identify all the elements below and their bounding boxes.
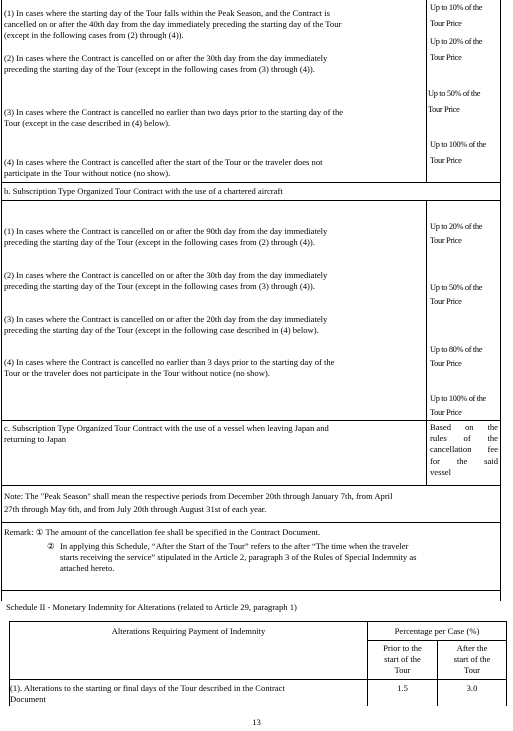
table-a-row-1-text: (1) In cases where the starting day of the Tour falls within the Peak Season, and the Contract is cancelled on or after the 40th day from the day immediately preceding the starting day of the Tour (except in the following cases from (2) through (4)). (4, 8, 342, 41)
header-percentage: Percentage per Case (%) (394, 626, 480, 636)
circled-one-icon: ① (35, 527, 44, 537)
section-c-text: c. Subscription Type Organized Tour Contract with the use of a vessel when leaving Japan and returning to Japan (4, 423, 329, 445)
table-b-row-4-pct: Up to 100% of the Tour Price (430, 394, 486, 417)
column-divider-b (426, 200, 427, 485)
table-left-border (1, 0, 2, 601)
table-right-border (506, 621, 507, 706)
table-a-row-4-pct: Up to 100% of the Tour Price (430, 140, 486, 165)
header-after-start: After the start of the Tour (453, 643, 491, 676)
alteration-row-1-after: 3.0 (466, 683, 478, 693)
column-divider-a (426, 0, 427, 182)
table-a-row-3-text: (3) In cases where the Contract is cancelled no earlier than two days prior to the starting day of the Tour (except in the case described in (4) below). (4, 107, 344, 129)
table-right-border (500, 0, 501, 601)
table-b-row-4-text: (4) In cases where the Contract is cancelled no earlier than 3 days prior to the starting day of the Tour or the traveler does not participate in the Tour without notice (no show). (4, 357, 335, 379)
row-divider (9, 679, 507, 680)
table-b-row-3-text: (3) In cases where the Contract is cancelled on or after the 20th day from the day immediately preceding the starting day of the Tour (except in the following case described in (4) below). (4, 314, 328, 336)
table-b-row-1-pct: Up to 20% of the Tour Price (430, 222, 483, 245)
table-b-row-2-text: (2) In cases where the Contract is cancelled on or after the 30th day from the day immediately preceding the starting day of the Tour (except in the following cases from (3) through (4)). (4, 270, 328, 292)
remark-item-2-marker: ② (47, 541, 55, 551)
table-a-row-1-pct: Up to 10% of the Tour Price (430, 3, 483, 28)
table-b-row-2-pct: Up to 50% of the Tour Price (430, 283, 483, 306)
table-a-row-3-pct: Up to 50% of the Tour Price (428, 89, 481, 114)
header-alterations: Alterations Requiring Payment of Indemnity (111, 626, 266, 636)
row-divider (1, 522, 501, 523)
row-divider (1, 420, 501, 421)
table-a-row-2-pct: Up to 20% of the Tour Price (430, 37, 483, 62)
table-a-row-4-text: (4) In cases where the Contract is cancelled after the start of the Tour or the traveler does not participate in the Tour without notice (no show). (4, 157, 323, 179)
table-top-border (9, 621, 507, 622)
row-divider (1, 182, 501, 183)
table-a-row-2-text: (2) In cases where the Contract is cancelled on or after the 30th day from the day immediately preceding the starting day of the Tour (except in the following cases from (3) through (4)). (4, 53, 328, 75)
remark-item-1: Remark: ① The amount of the cancellation fee shall be specified in the Contract Document. (4, 527, 321, 537)
row-divider (1, 590, 501, 591)
row-divider (1, 485, 501, 486)
alteration-row-1-prior: 1.5 (397, 683, 408, 693)
table-b-row-1-text: (1) In cases where the Contract is cancelled on or after the 90th day from the day immediately preceding the starting day of the Tour (except in the following cases from (2) through (4)). (4, 226, 328, 248)
alteration-row-1: (1). Alterations to the starting or final days of the Tour described in the Contract Document (10, 683, 285, 705)
remark-item-2: In applying this Schedule, “After the Start of the Tour” refers to the after “The time when the traveler starts receiving the service” stipulated in the Article 2, paragraph 3 of the Rules of Special Indemnity as attached hereto. (60, 541, 417, 574)
section-c-rule: Based on the rules of the cancellation fee for the said vessel (430, 422, 498, 477)
table-b-row-3-pct: Up to 80% of the Tour Price (430, 345, 483, 368)
section-b-heading: b. Subscription Type Organized Tour Contract with the use of a chartered aircraft (4, 186, 283, 196)
page-number: 13 (252, 717, 261, 727)
header-prior-to-start: Prior to the start of the Tour (383, 643, 422, 676)
peak-season-note: Note: The "Peak Season" shall mean the respective periods from December 20th through January 7th, from April 27th through May 6th, and from July 20th through August 31st of each year. (4, 491, 393, 515)
schedule-2-title: Schedule II - Monetary Indemnity for Alterations (related to Article 29, paragraph 1) (6, 602, 297, 612)
